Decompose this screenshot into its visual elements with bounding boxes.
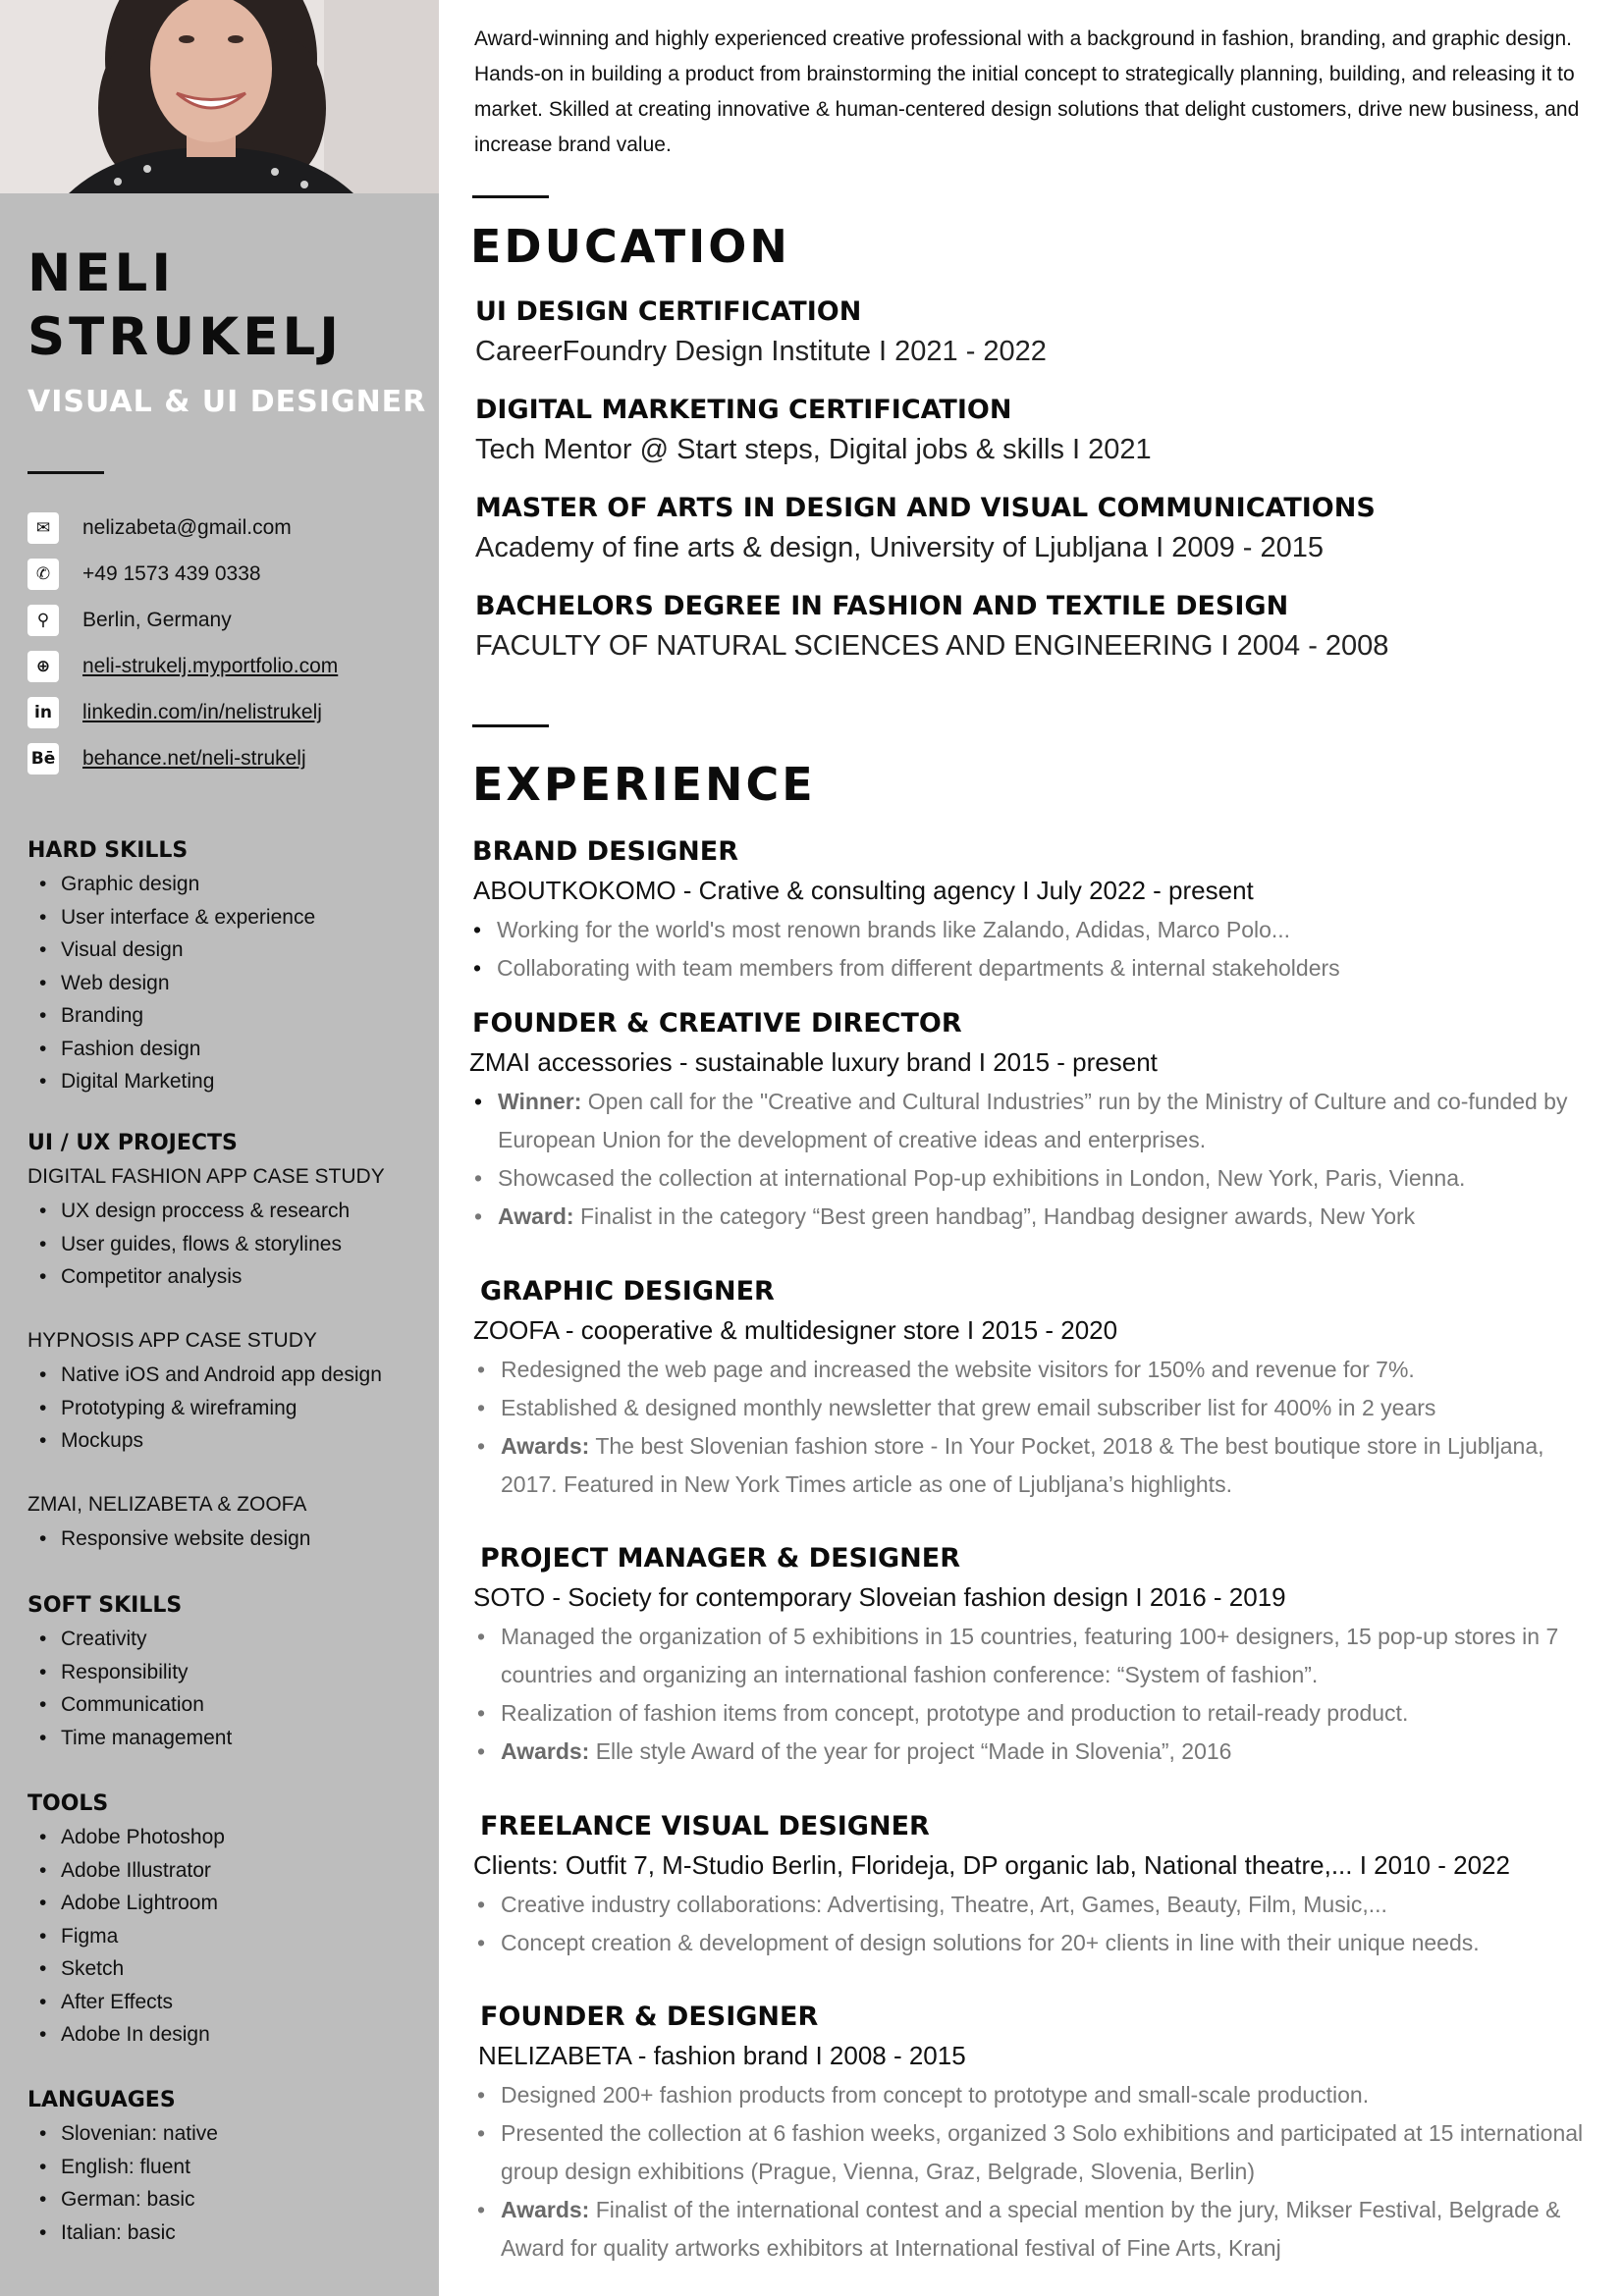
tools-list — [27, 1821, 225, 2052]
list-item: • Adobe Lightroom — [27, 1887, 225, 1920]
job-bullets — [475, 1351, 1604, 1504]
job-title: FOUNDER & DESIGNER — [480, 2002, 819, 2032]
list-item — [475, 2076, 1604, 2114]
mail-icon: ✉ — [27, 512, 59, 544]
contact-phone[interactable] — [27, 551, 338, 597]
list-item — [475, 2114, 1604, 2191]
contact-phone-text[interactable]: +49 1573 439 0338 — [82, 561, 261, 585]
list-item: • Native iOS and Android app design — [27, 1359, 382, 1392]
bullet-text: Finalist in the category “Best green handbag”, Handbag designer awards, New York — [579, 1203, 1416, 1229]
list-item — [471, 911, 1600, 949]
education-item-title: DIGITAL MARKETING CERTIFICATION — [475, 395, 1012, 425]
job-company: ABOUTKOKOMO - Crative & consulting agency I July 2022 - present — [473, 876, 1254, 905]
sidebar — [0, 0, 439, 2296]
behance-icon: Bē — [27, 743, 59, 774]
soft-skills-title: SOFT SKILLS — [27, 1593, 183, 1618]
job-bullets — [475, 1618, 1604, 1771]
contact-location — [27, 597, 338, 643]
contact-portfolio[interactable] — [27, 643, 338, 689]
education-item-title: BACHELORS DEGREE IN FASHION AND TEXTILE DESIGN — [475, 591, 1289, 621]
profile-name — [27, 241, 343, 369]
bullet-text: Concept creation & development of design solutions for 20+ clients in line with their unique needs. — [501, 1930, 1480, 1955]
bullet-label: Awards: — [501, 1738, 590, 1764]
job-company: SOTO - Society for contemporary Sloveian fashion design I 2016 - 2019 — [473, 1582, 1286, 1612]
bullet-label: Winner: — [498, 1089, 582, 1114]
list-item: • Adobe In design — [27, 2018, 225, 2052]
list-item — [475, 1886, 1604, 1924]
list-item: • After Effects — [27, 1986, 225, 2019]
list-item: • Graphic design — [27, 868, 315, 901]
job-company: ZOOFA - cooperative & multidesigner store I 2015 - 2020 — [473, 1315, 1118, 1345]
contact-behance[interactable] — [27, 735, 338, 781]
job-title: FREELANCE VISUAL DESIGNER — [480, 1811, 930, 1842]
list-item — [475, 1351, 1604, 1389]
bullet-label: Award: — [498, 1203, 574, 1229]
bullet-text: Established & designed monthly newsletter that grew email subscriber list for 400% in 2 years — [501, 1395, 1436, 1420]
list-item — [475, 1427, 1604, 1504]
globe-icon: ⊕ — [27, 651, 59, 682]
list-item: • User interface & experience — [27, 901, 315, 934]
list-item: • User guides, flows & storylines — [27, 1228, 350, 1261]
job-title: GRAPHIC DESIGNER — [480, 1276, 775, 1307]
job-bullets — [472, 1083, 1601, 1236]
projects-title: UI / UX PROJECTS — [27, 1131, 238, 1155]
list-item: • Time management — [27, 1722, 232, 1755]
list-item: • Figma — [27, 1920, 225, 1953]
list-item: • Creativity — [27, 1623, 232, 1656]
bullet-text: Realization of fashion items from concept, prototype and production to retail-ready product. — [501, 1700, 1409, 1726]
education-item-title: UI DESIGN CERTIFICATION — [475, 296, 862, 327]
bullet-text: Presented the collection at 6 fashion weeks, organized 3 Solo exhibitions and participated at 15 international group design exhibitions (Prague, Vienna, Graz, Belgrade, Slovenia, Berlin) — [501, 2120, 1584, 2184]
tools-title: TOOLS — [27, 1791, 109, 1816]
education-item-title: MASTER OF ARTS IN DESIGN AND VISUAL COMMUNICATIONS — [475, 493, 1376, 523]
bullet-text: Working for the world's most renown brands like Zalando, Adidas, Marco Polo... — [497, 917, 1291, 942]
list-item: • Visual design — [27, 934, 315, 967]
job-bullets — [475, 1886, 1604, 1962]
bullet-label: Awards: — [501, 2197, 590, 2222]
bullet-text: Designed 200+ fashion products from concept to prototype and small-scale production. — [501, 2082, 1370, 2108]
list-item: • Responsive website design — [27, 1522, 310, 1556]
bullet-label: Awards: — [501, 1433, 590, 1459]
bullet-text: Showcased the collection at international Pop-up exhibitions in London, New York, Paris, Vienna. — [498, 1165, 1466, 1191]
section-divider — [472, 724, 549, 727]
project-group-list — [27, 1359, 382, 1458]
intro-summary: Award-winning and highly experienced creative professional with a background in fashion, branding, and graphic design. Hands-on in building a product from brainstorming the initial concept to strategically planning, building, and releasing it to market. Skilled at creating innovative & human-centered design solutions that delight customers, drive new business, and increase brand value. — [474, 27, 1580, 156]
behance-link[interactable]: behance.net/neli-strukelj — [82, 746, 306, 770]
list-item — [472, 1159, 1601, 1198]
job-title: BRAND DESIGNER — [472, 836, 739, 867]
project-group-title: HYPNOSIS APP CASE STUDY — [27, 1329, 317, 1352]
linkedin-link[interactable]: linkedin.com/in/nelistrukelj — [82, 700, 322, 723]
list-item: • Italian: basic — [27, 2216, 218, 2250]
bullet-text: Managed the organization of 5 exhibitions in 15 countries, featuring 100+ designers, 15 pop-up stores in 7 countries and organizing an international fashion conference: “System of fashion”. — [501, 1624, 1559, 1687]
bullet-text: Finalist of the international contest and a special mention by the jury, Mikser Festival, Belgrade & Award for quality artworks exhibitors at International festival of Fine Arts, Kranj — [501, 2197, 1561, 2261]
job-company: Clients: Outfit 7, M-Studio Berlin, Florideja, DP organic lab, National theatre,... I 2010 - 2022 — [473, 1850, 1510, 1880]
languages-title: LANGUAGES — [27, 2088, 176, 2112]
list-item: • Digital Marketing — [27, 1065, 315, 1098]
job-title: FOUNDER & CREATIVE DIRECTOR — [472, 1008, 962, 1039]
project-group-title: DIGITAL FASHION APP CASE STUDY — [27, 1165, 385, 1188]
job-company: ZMAI accessories - sustainable luxury brand I 2015 - present — [469, 1047, 1158, 1077]
list-item — [475, 1694, 1604, 1733]
linkedin-icon: in — [27, 697, 59, 728]
list-item: • Branding — [27, 999, 315, 1033]
contact-email[interactable] — [27, 505, 338, 551]
job-bullets — [475, 2076, 1604, 2268]
list-item: • German: basic — [27, 2183, 218, 2216]
list-item: • Responsibility — [27, 1656, 232, 1689]
section-divider — [472, 195, 549, 198]
profile-photo — [0, 0, 439, 193]
profile-role: VISUAL & UI DESIGNER — [27, 385, 427, 419]
contact-location-text: Berlin, Germany — [82, 608, 232, 631]
list-item: • Sketch — [27, 1952, 225, 1986]
bullet-text: Creative industry collaborations: Advertising, Theatre, Art, Games, Beauty, Film, Music,... — [501, 1892, 1387, 1917]
list-item: • Fashion design — [27, 1033, 315, 1066]
hard-skills-title: HARD SKILLS — [27, 838, 189, 863]
hard-skills-list — [27, 868, 315, 1098]
list-item: • UX design proccess & research — [27, 1195, 350, 1228]
list-item — [475, 1733, 1604, 1771]
experience-title: EXPERIENCE — [472, 758, 816, 811]
list-item — [472, 1083, 1601, 1159]
list-item: • Adobe Photoshop — [27, 1821, 225, 1854]
project-group-list — [27, 1522, 310, 1556]
list-item: • English: fluent — [27, 2151, 218, 2184]
list-item: • Prototyping & wireframing — [27, 1392, 382, 1425]
contact-email-text[interactable]: nelizabeta@gmail.com — [82, 515, 292, 539]
bullet-text: The best Slovenian fashion store - In Your Pocket, 2018 & The best boutique store in Ljubljana, 2017. Featured in New York Times article as one of Ljubljana’s highlights. — [501, 1433, 1544, 1497]
location-pin-icon: ⚲ — [27, 605, 59, 636]
list-item: • Competitor analysis — [27, 1260, 350, 1294]
project-group-list — [27, 1195, 350, 1294]
education-item-detail: Tech Mentor @ Start steps, Digital jobs & skills I 2021 — [475, 434, 1152, 465]
name-first: NELI — [27, 243, 176, 303]
portfolio-link[interactable]: neli-strukelj.myportfolio.com — [82, 654, 339, 677]
list-item: • Web design — [27, 967, 315, 1000]
list-item — [475, 1924, 1604, 1962]
list-item: • Mockups — [27, 1424, 382, 1458]
education-item-detail: CareerFoundry Design Institute I 2021 - 2022 — [475, 336, 1047, 367]
education-item-detail: Academy of fine arts & design, University of Ljubljana I 2009 - 2015 — [475, 532, 1325, 563]
list-item — [475, 2191, 1604, 2268]
sidebar-divider — [27, 471, 104, 474]
education-item-detail: FACULTY OF NATURAL SCIENCES AND ENGINEERING I 2004 - 2008 — [475, 630, 1389, 662]
project-group-title: ZMAI, NELIZABETA & ZOOFA — [27, 1493, 307, 1516]
contact-linkedin[interactable] — [27, 689, 338, 735]
bullet-text: Open call for the "Creative and Cultural Industries” run by the Ministry of Culture and co-funded by European Union for the development of creative ideas and enterprises. — [498, 1089, 1568, 1152]
job-bullets — [471, 911, 1600, 988]
bullet-text: Elle style Award of the year for project “Made in Slovenia”, 2016 — [595, 1738, 1232, 1764]
portrait-illustration — [0, 0, 439, 193]
list-item — [475, 1618, 1604, 1694]
phone-icon: ✆ — [27, 559, 59, 590]
languages-list — [27, 2117, 218, 2249]
list-item — [472, 1198, 1601, 1236]
bullet-text: Collaborating with team members from different departments & internal stakeholders — [497, 955, 1340, 981]
list-item — [475, 1389, 1604, 1427]
job-title: PROJECT MANAGER & DESIGNER — [480, 1543, 960, 1574]
list-item — [471, 949, 1600, 988]
bullet-text: Redesigned the web page and increased the website visitors for 150% and revenue for 7%. — [501, 1357, 1415, 1382]
education-title: EDUCATION — [470, 220, 790, 273]
list-item: • Communication — [27, 1688, 232, 1722]
job-company: NELIZABETA - fashion brand I 2008 - 2015 — [478, 2041, 966, 2070]
list-item: • Slovenian: native — [27, 2117, 218, 2151]
name-last: STRUKELJ — [27, 307, 343, 367]
soft-skills-list — [27, 1623, 232, 1754]
contact-list — [27, 505, 338, 781]
list-item: • Adobe Illustrator — [27, 1854, 225, 1888]
